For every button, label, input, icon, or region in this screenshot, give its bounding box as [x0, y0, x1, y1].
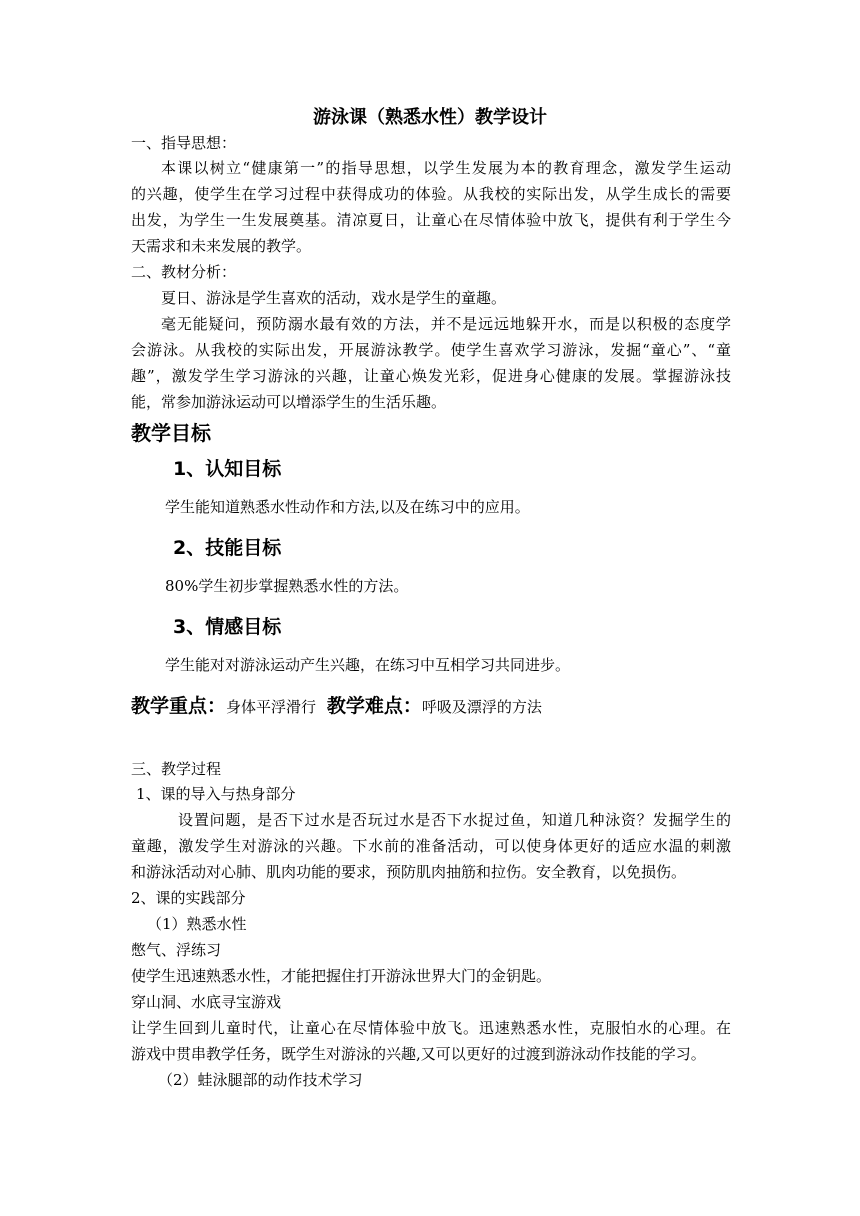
goal-title: 1、认知目标: [173, 458, 282, 480]
practice-item1: （1）熟悉水性: [147, 915, 247, 933]
keypoints-row: [131, 692, 542, 721]
practice-item1-c: 穿山洞、水底寻宝游戏: [131, 993, 282, 1011]
practice-item1-d-line: 让学生回到儿童时代，让童心在尽情体验中放飞。迅速熟悉水性，克服怕水的心理。在: [131, 1019, 731, 1037]
practice-item1-b: 使学生迅速熟悉水性，才能把握住打开游泳世界大门的金钥匙。: [131, 967, 552, 985]
goal-text: 学生能知道熟悉水性动作和方法,以及在练习中的应用。: [165, 498, 530, 516]
goal-title: 3、情感目标: [173, 616, 282, 638]
goal-text: 学生能对对游泳运动产生兴趣，在练习中互相学习共同进步。: [165, 656, 571, 674]
section3-sub1-line: 设置问题，是否下过水是否玩过水是否下水捉过鱼，知道几种泳资？发掘学生的: [178, 811, 731, 829]
document-title: 游泳课（熟悉水性）教学设计: [313, 107, 547, 128]
section1-line: 出发，为学生一生发展奠基。清凉夏日，让童心在尽情体验中放飞，提供有利于学生今: [131, 211, 731, 229]
section2-intro: 夏日、游泳是学生喜欢的活动，戏水是学生的童趣。: [161, 289, 507, 307]
section2-line: 会游泳。从我校的实际出发，开展游泳教学。使学生喜欢学习游泳，发掘“童心”、“童: [131, 341, 731, 359]
key-label: 教学重点：: [131, 695, 227, 717]
section1-line: 的兴趣，使学生在学习过程中获得成功的体验。从我校的实际出发，从学生成长的需要: [131, 185, 731, 203]
section2-line: 毫无能疑问，预防溺水最有效的方法，并不是远远地躲开水，而是以积极的态度学: [161, 315, 731, 333]
section1-line: 本课以树立“健康第一”的指导思想，以学生发展为本的教育理念，激发学生运动: [161, 159, 731, 177]
section1-heading: 一、指导思想：: [131, 134, 237, 152]
goal-title: 2、技能目标: [173, 537, 282, 559]
difficulty-label: 教学难点：: [326, 695, 422, 717]
practice-item2: （2）蛙泳腿部的动作技术学习: [158, 1071, 363, 1089]
section2-line: 能，常参加游泳运动可以增添学生的生活乐趣。: [131, 393, 447, 411]
section3-sub1-line: 和游泳活动对心肺、肌肉功能的要求，预防肌肉抽筋和拉伤。安全教育，以免损伤。: [131, 863, 687, 881]
practice-item1-d-line: 游戏中贯串教学任务，既学生对游泳的兴趣,又可以更好的过渡到游泳动作技能的学习。: [131, 1045, 706, 1063]
section1-line: 天需求和未来发展的教学。: [131, 237, 312, 255]
practice-item1-a: 憋气、浮练习: [131, 941, 222, 959]
goal-text: 80%学生初步掌握熟悉水性的方法。: [165, 577, 409, 595]
goals-heading: 教学目标: [131, 421, 211, 445]
section2-line: 趣”，激发学生学习游泳的兴趣，让童心焕发光彩，促进身心健康的发展。掌握游泳技: [131, 367, 731, 385]
key-text: 身体平浮滑行: [226, 698, 317, 716]
section2-heading: 二、教材分析：: [131, 263, 237, 281]
section3-sub1-line: 童趣，激发学生对游泳的兴趣。下水前的准备活动，可以使身体更好的适应水温的刺激: [131, 837, 731, 855]
difficulty-text: 呼吸及漂浮的方法: [421, 698, 542, 716]
section3-heading: 三、教学过程: [131, 760, 222, 778]
section3-sub1: 1、课的导入与热身部分: [136, 785, 296, 803]
section3-sub2: 2、课的实践部分: [131, 889, 246, 907]
